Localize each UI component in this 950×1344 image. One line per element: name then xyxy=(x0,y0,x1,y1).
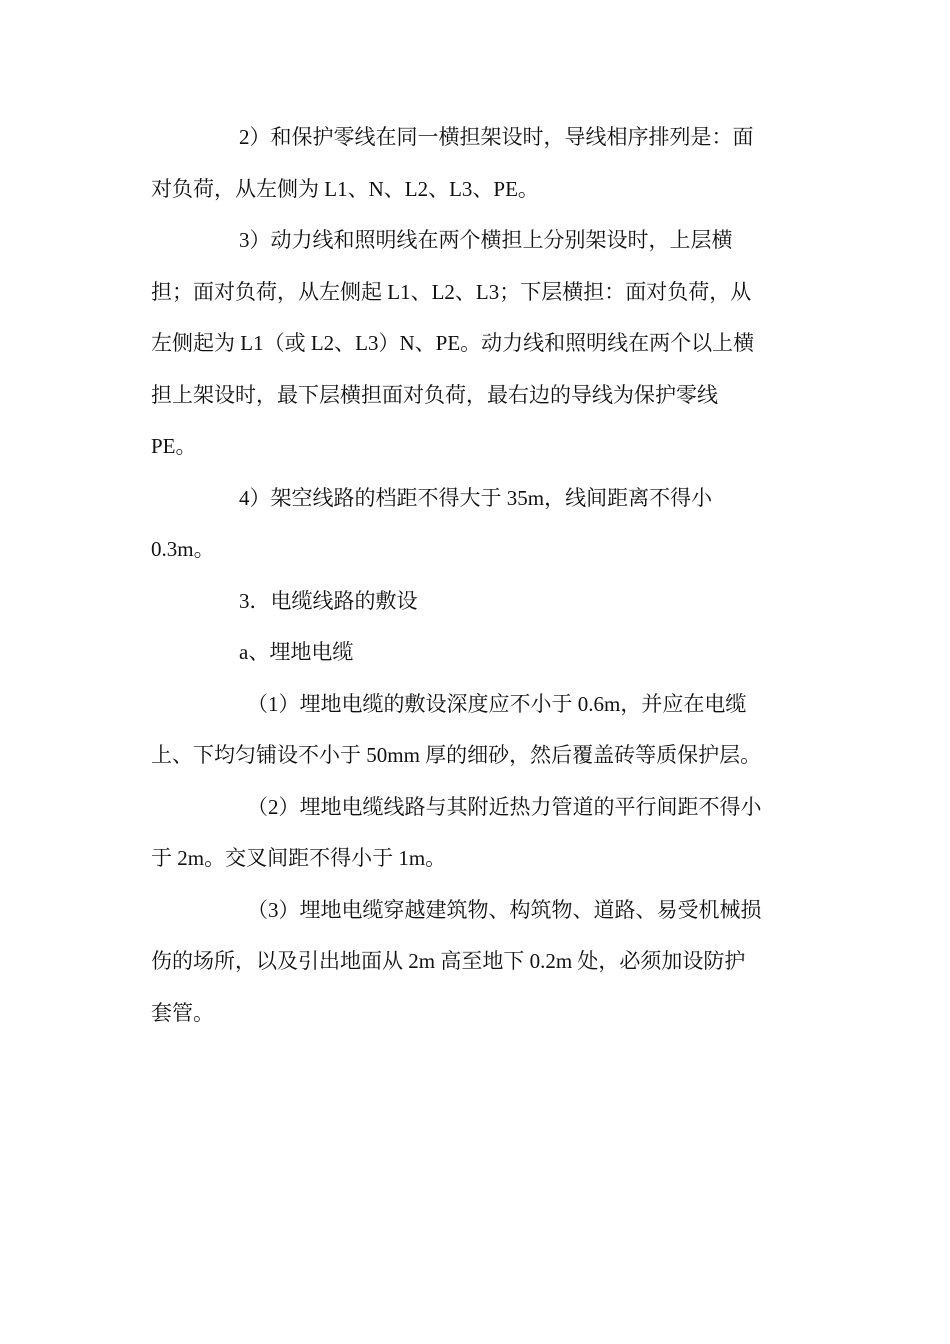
paragraph-heat-pipe-clearance xyxy=(151,782,791,885)
text-line: 担上架设时，最下层横担面对负荷，最右边的导线为保护零线 xyxy=(151,382,718,407)
text-line: a、埋地电缆 xyxy=(239,640,354,664)
text-line: 伤的场所，以及引出地面从 2m 高至地下 0.2m 处，必须加设防护 xyxy=(151,949,746,973)
text-line: 3．电缆线路的敷设 xyxy=(239,588,418,613)
subsection-heading-buried-cable xyxy=(151,627,791,679)
paragraph-two-crossarms-arrangement xyxy=(151,215,791,473)
text-line: 上、下均匀铺设不小于 50mm 厚的细砂，然后覆盖砖等质保护层。 xyxy=(151,743,762,767)
text-line: PE。 xyxy=(151,434,197,458)
text-line: 0.3m。 xyxy=(151,537,215,561)
text-line: 3）动力线和照明线在两个横担上分别架设时，上层横 xyxy=(239,228,733,252)
text-line: 4）架空线路的档距不得大于 35m，线间距离不得小 xyxy=(239,485,713,510)
text-line: 左侧起为 L1（或 L2、L3）N、PE。动力线和照明线在两个以上横 xyxy=(151,331,755,355)
text-line: 于 2m。交叉间距不得小于 1m。 xyxy=(151,846,447,870)
document-body xyxy=(151,112,791,1039)
section-heading-cable-laying xyxy=(151,576,791,628)
text-line: 套管。 xyxy=(151,1000,214,1025)
text-line: （1）埋地电缆的敷设深度应不小于 0.6m，并应在电缆 xyxy=(247,691,747,716)
paragraph-phase-sequence-same-crossarm xyxy=(151,112,791,215)
paragraph-burial-depth xyxy=(151,679,791,782)
paragraph-protective-sleeve xyxy=(151,885,791,1040)
text-line: 对负荷，从左侧为 L1、N、L2、L3、PE。 xyxy=(151,176,539,201)
paragraph-span-distance xyxy=(151,473,791,576)
text-line: （2）埋地电缆线路与其附近热力管道的平行间距不得小 xyxy=(247,794,762,819)
text-line: 2）和保护零线在同一横担架设时，导线相序排列是：面 xyxy=(239,125,754,149)
text-line: 担；面对负荷，从左侧起 L1、L2、L3；下层横担：面对负荷，从 xyxy=(151,279,752,304)
text-line: （3）埋地电缆穿越建筑物、构筑物、道路、易受机械损 xyxy=(247,897,762,922)
